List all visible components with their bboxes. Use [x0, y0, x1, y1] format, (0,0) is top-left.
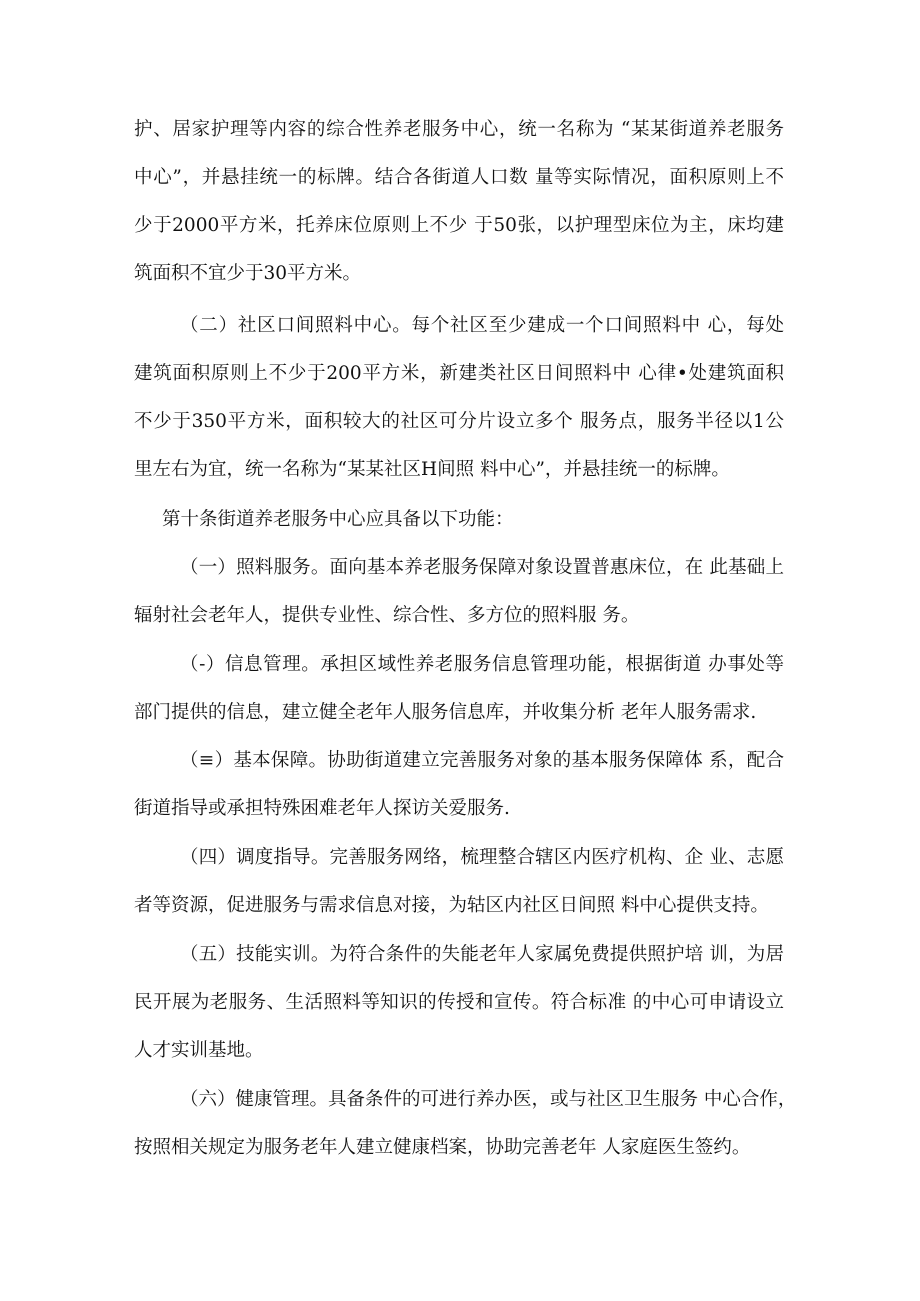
- paragraph-skills-training: [134, 931, 784, 1075]
- text-line: 少于2000平方米，托养床位原则上不少 于50张，以护理型床位为主，床均建: [134, 215, 784, 236]
- text-line: （≡）基本保障。协助街道建立完善服务对象的基本服务保障体 系，配合: [180, 750, 784, 771]
- text-line: 护、居家护理等内容的综合性养老服务中心，统一名称为 “某某街道养老服务: [134, 119, 784, 140]
- paragraph-dispatch-guidance: [134, 834, 784, 930]
- paragraph-care-service: [134, 544, 784, 640]
- article-ten-heading: [134, 496, 784, 544]
- text-line: （六）健康管理。具备条件的可进行养办医，或与社区卫生服务 中心合作，: [180, 1089, 797, 1110]
- text-line: 民开展为老服务、生活照料等知识的传授和宣传。符合标准 的中心可申请设立: [134, 992, 784, 1013]
- text-line: 不少于350平方米，面积较大的社区可分片设立多个 服务点，服务半径以1公: [134, 411, 784, 432]
- text-line: 者等资源，促进服务与需求信息对接，为轱区内社区日间照 料中心提供支持。: [134, 895, 769, 916]
- paragraph-basic-guarantee: [134, 737, 784, 833]
- text-line: 街道指导或承担特殊困难老年人探访关爱服务.: [134, 798, 510, 819]
- text-line: （一）照料服务。面向基本养老服务保障对象设置普惠床位，在 此基础上: [180, 557, 784, 578]
- text-line: 辐射社会老年人，提供专业性、综合性、多方位的照料服 务。: [134, 605, 640, 626]
- text-line: 人才实训基地。: [134, 1040, 264, 1061]
- paragraph-info-management: [134, 641, 784, 737]
- text-line: （五）技能实训。为符合条件的失能老年人家属免费提供照护培 训，为居: [180, 944, 784, 965]
- text-line: 建筑面积原则上不少于200平方米，新建类社区日间照料中 心律•处建筑面积: [134, 363, 784, 384]
- text-line: （-）信息管理。承担区域性养老服务信息管理功能，根据街道 办事处等: [180, 654, 784, 675]
- paragraph-community-daycare: [134, 302, 784, 494]
- paragraph-continuation: [134, 106, 784, 298]
- text-line: 按照相关规定为服务老年人建立健康档案，协助完善老年 人家庭医生签约。: [134, 1137, 751, 1158]
- text-line: （四）调度指导。完善服务网络，梳理整合辖区内医疗机构、企 业、志愿: [180, 847, 784, 868]
- paragraph-health-management: [134, 1076, 797, 1172]
- text-line: 中心”，并悬挂统一的标牌。结合各街道人口数 量等实际情况，面积原则上不: [134, 167, 784, 188]
- text-line: 筑面积不宜少于30平方米。: [134, 263, 362, 284]
- text-line: （二）社区口间照料中心。每个社区至少建成一个口间照料中 心，每处: [180, 315, 784, 336]
- text-line: 里左右为宜，统一名称为“某某社区H间照 料中心”，并悬挂统一的标牌。: [134, 459, 730, 480]
- text-line: 部门提供的信息，建立健全老年人服务信息库，并收集分析 老年人服务需求.: [134, 702, 757, 723]
- text-line: 第十条街道养老服务中心应具备以下功能：: [162, 509, 514, 530]
